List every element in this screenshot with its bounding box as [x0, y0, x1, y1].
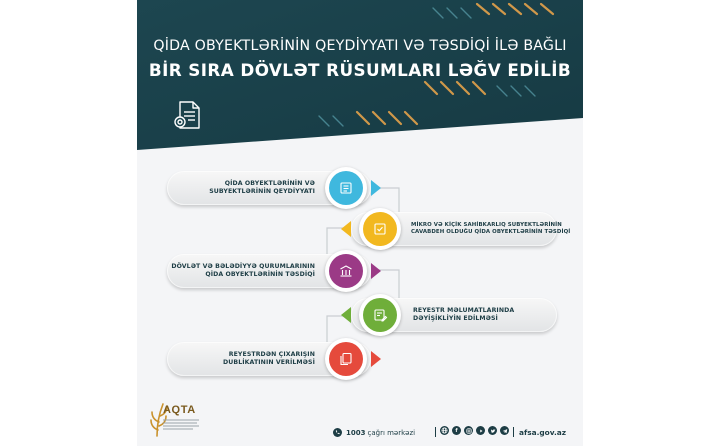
- item-row-registry-changes: [351, 298, 557, 332]
- call-center-label: çağrı mərkəzi: [367, 428, 416, 437]
- item-label: MİKRO VƏ KİÇİK SAHİBKARLIQ SUBYEKTLƏRİNİN CAVABDEH OLDUĞU QİDA OBYEKTLƏRİNİN TƏSDİQİ: [411, 221, 571, 235]
- logo-wordmark: AQTA: [163, 404, 196, 416]
- logo-subtitle-lines: [163, 418, 203, 432]
- approval-document-icon: [372, 221, 388, 237]
- youtube-icon[interactable]: [476, 426, 485, 435]
- item-badge: [359, 208, 401, 250]
- item-label: REYESTR MƏLUMATLARINDA DƏYİŞİKLİYİN EDİLMƏSİ: [413, 306, 515, 322]
- item-row-registration: [167, 171, 371, 205]
- item-label: DÖVLƏT VƏ BƏLƏDİYYƏ QURUMLARININ QİDA OBYEKTLƏRİNİN TƏSDİQİ: [171, 262, 315, 278]
- social-links: [440, 426, 512, 435]
- item-label: REYESTRDƏN ÇIXARIŞIN DUBLİKATININ VERİLMƏSİ: [223, 350, 315, 366]
- item-badge: [359, 294, 401, 336]
- telegram-icon[interactable]: [500, 426, 509, 435]
- twitter-icon[interactable]: [488, 426, 497, 435]
- instagram-icon[interactable]: [464, 426, 473, 435]
- item-badge: [325, 167, 367, 209]
- call-center-number: 1003: [346, 428, 366, 437]
- headline-line-1: QİDA OBYEKTLƏRİNİN QEYDİYYATI VƏ TƏSDİQİ İLƏ BAĞLI: [153, 38, 567, 54]
- duplicate-document-icon: [338, 351, 354, 367]
- web-icon[interactable]: [440, 426, 449, 435]
- facebook-icon[interactable]: f: [452, 426, 461, 435]
- item-row-micro-small-business: [351, 212, 571, 246]
- footer-divider: [435, 427, 436, 437]
- item-badge: [325, 338, 367, 380]
- infographic-poster: [137, 0, 583, 446]
- footer-divider: [513, 427, 514, 437]
- item-row-state-municipal: [167, 254, 371, 288]
- edit-registry-icon: [372, 307, 388, 323]
- headline-line-2: BİR SIRA DÖVLƏT RÜSUMLARI LƏĞV EDİLİB: [148, 60, 572, 80]
- item-badge: [325, 250, 367, 292]
- register-book-icon: [338, 180, 354, 196]
- item-row-duplicate-extract: [167, 342, 371, 376]
- website-link[interactable]: afsa.gov.az: [519, 428, 567, 437]
- call-center[interactable]: [333, 428, 415, 437]
- government-building-icon: [338, 263, 354, 279]
- phone-icon: [333, 428, 342, 437]
- item-label: QİDA OBYEKTLƏRİNİN VƏ SUBYEKTLƏRİNİN QEYDİYYATI: [209, 179, 315, 195]
- document-gear-icon: [171, 98, 205, 132]
